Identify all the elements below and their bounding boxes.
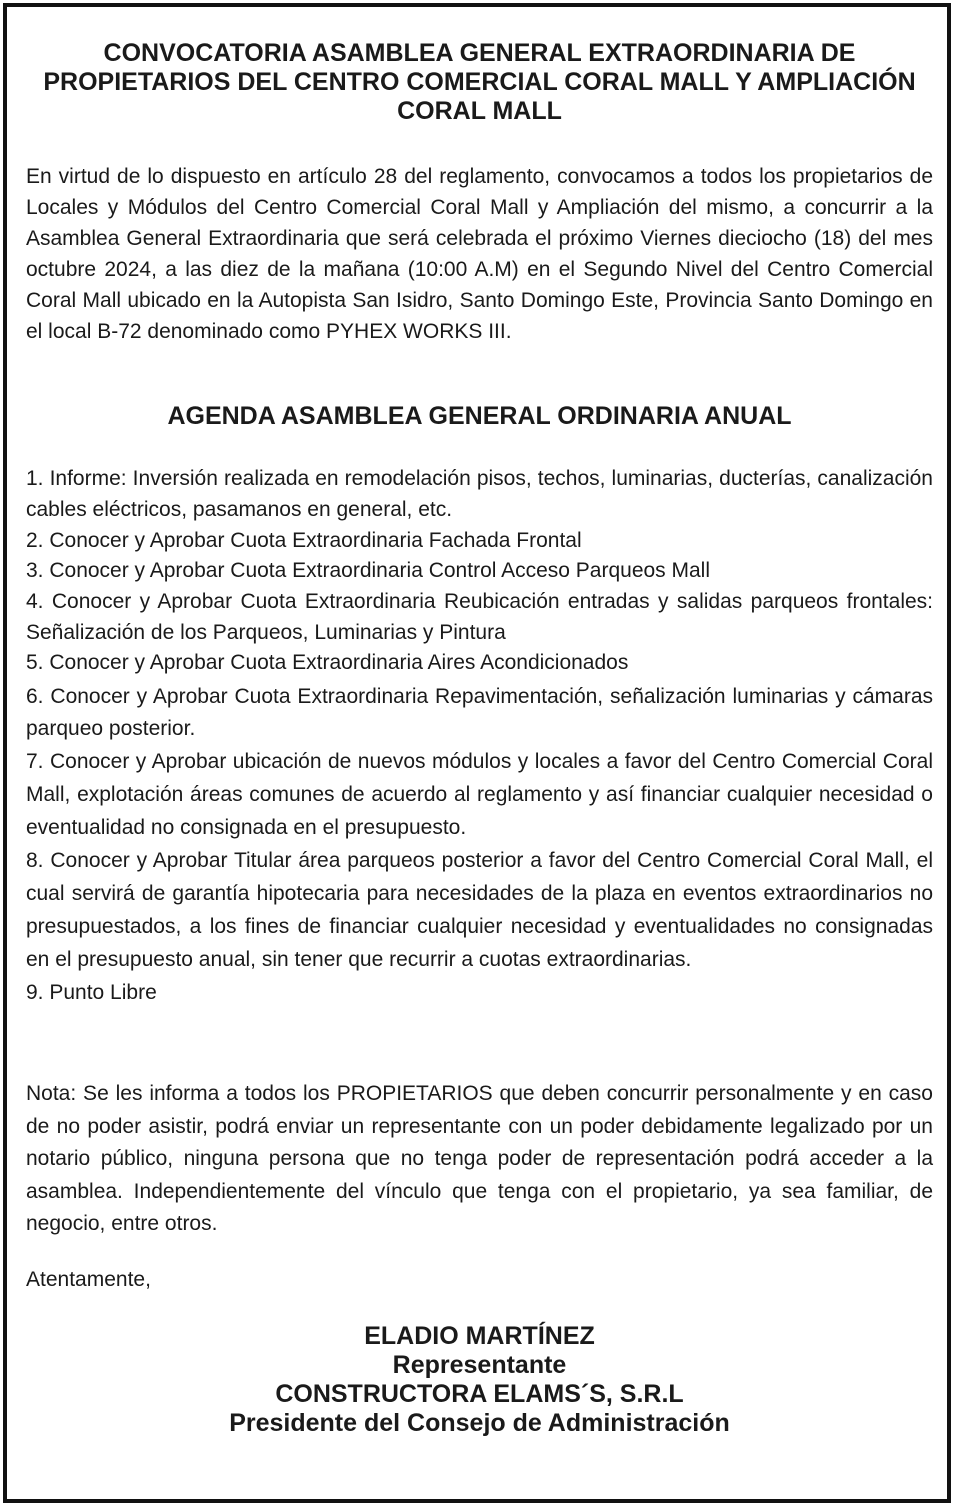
nota-paragraph: Nota: Se les informa a todos los PROPIETARIOS que deben concurrir personalmente y en caso de no poder asistir, podrá enviar un representante con un poder debidamente legalizado por un notario público, ninguna persona que no tenga poder de representación podrá acceder a la asamblea. Independientemente del vínculo que tenga con el propietario, ya sea familiar, de negocio, entre otros.: [26, 1082, 933, 1235]
signatory-role: Representante: [392, 1351, 567, 1379]
agenda-item: 5. Conocer y Aprobar Cuota Extraordinaria Aires Acondicionados: [26, 651, 629, 674]
signatory-name: ELADIO MARTÍNEZ: [364, 1322, 595, 1350]
agenda-item: 3. Conocer y Aprobar Cuota Extraordinaria Control Acceso Parqueos Mall: [26, 559, 711, 582]
closing-text: Atentamente,: [26, 1268, 151, 1291]
agenda-item: 7. Conocer y Aprobar ubicación de nuevos módulos y locales a favor del Centro Comercial Coral Mall, explotación áreas comunes de acuerdo al reglamento y así financiar cualquier necesidad o eventualidad no consignada en el presupuesto.: [26, 750, 933, 839]
agenda-item: 9. Punto Libre: [26, 981, 157, 1004]
agenda-item: 2. Conocer y Aprobar Cuota Extraordinaria Fachada Frontal: [26, 529, 582, 552]
notice-border: [3, 3, 951, 1503]
signatory-position: Presidente del Consejo de Administración: [229, 1409, 730, 1437]
notice-title: CONVOCATORIA ASAMBLEA GENERAL EXTRAORDINARIA DE PROPIETARIOS DEL CENTRO COMERCIAL CORAL MALL Y AMPLIACIÓN CORAL MALL: [43, 39, 916, 125]
signatory-company: CONSTRUCTORA ELAMS´S, S.R.L: [275, 1380, 684, 1408]
signature-block: [26, 1322, 933, 1438]
agenda-item: 6. Conocer y Aprobar Cuota Extraordinaria Repavimentación, señalización luminarias y cámaras parqueo posterior.: [26, 685, 933, 740]
intro-paragraph: En virtud de lo dispuesto en artículo 28 del reglamento, convocamos a todos los propietarios de Locales y Módulos del Centro Comercial Coral Mall y Ampliación del mismo, a concurrir a la Asamblea General Extraordinaria que será celebrada el próximo Viernes dieciocho (18) del mes octubre 2024, a las diez de la mañana (10:00 A.M) en el Segundo Nivel del Centro Comercial Coral Mall ubicado en la Autopista San Isidro, Santo Domingo Este, Provincia Santo Domingo en el local B-72 denominado como PYHEX WORKS III.: [26, 165, 933, 343]
agenda-heading: AGENDA ASAMBLEA GENERAL ORDINARIA ANUAL: [167, 402, 792, 430]
agenda-item: 4. Conocer y Aprobar Cuota Extraordinaria Reubicación entradas y salidas parqueos frontales: Señalización de los Parqueos, Luminarias y Pintura: [26, 590, 933, 644]
agenda-item: 8. Conocer y Aprobar Titular área parqueos posterior a favor del Centro Comercial Coral Mall, el cual servirá de garantía hipotecaria para necesidades de la plaza en eventos extraordinarios no presupuestados, a los fines de financiar cualquier necesidad y eventualidades no consignadas en el presupuesto anual, sin tener que recurrir a cuotas extraordinarias.: [26, 849, 933, 971]
agenda-list: [26, 463, 933, 1009]
agenda-item: 1. Informe: Inversión realizada en remodelación pisos, techos, luminarias, ducterías, canalización cables eléctricos, pasamanos en general, etc.: [26, 467, 933, 521]
